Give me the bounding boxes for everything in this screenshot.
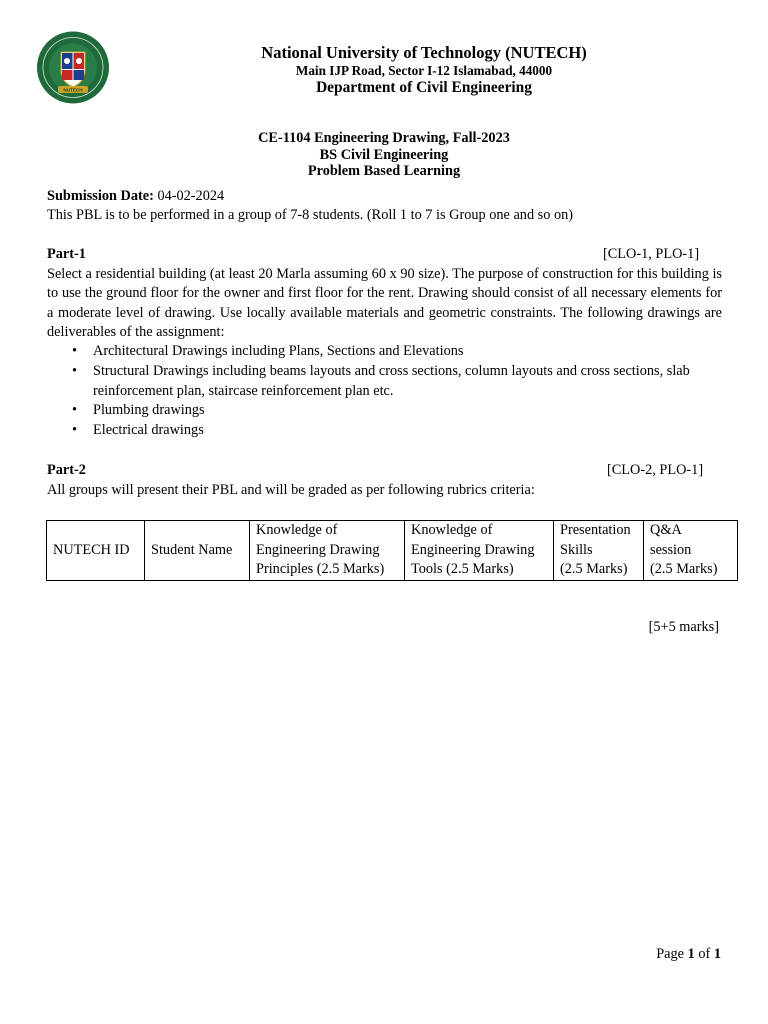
cell-line: Knowledge of [256, 522, 338, 538]
submission-date-label: Submission Date: [47, 188, 154, 204]
cell-line: (2.5 Marks) [560, 561, 628, 578]
university-address: Main IJP Road, Sector I-12 Islamabad, 44000 [295, 63, 553, 78]
page-current: 1 [687, 946, 695, 962]
list-item [47, 401, 722, 421]
cell-line: Skills [560, 541, 593, 558]
page-number [656, 946, 721, 963]
header-qa-session [644, 521, 738, 581]
deliverables-list [47, 342, 722, 441]
part2-heading: Part-2 [47, 462, 86, 478]
list-item [47, 421, 722, 441]
header-presentation-skills [554, 521, 644, 581]
submission-date-value: 04-02-2024 [157, 188, 225, 204]
part1-body: Select a residential building (at least 20 Marla assuming 60 x 90 size). The purpose of construction for this building is to use the ground floor for the owner and first floor for the rent. Drawing should consist of all necessary elements for a moderate level of drawing. Use locally available materials and geometric constraints. The following drawings are deliverables of the assignment: [47, 266, 722, 341]
bullet-icon: • [72, 343, 78, 359]
total-marks: [5+5 marks] [648, 619, 719, 635]
table-row [47, 521, 738, 581]
course-mode: Problem Based Learning [307, 163, 461, 179]
header-nutech-id: NUTECH ID [47, 521, 145, 581]
cell-line: Presentation [560, 522, 631, 538]
cell-line: Knowledge of [411, 522, 493, 538]
cell-line: Engineering Drawing [256, 541, 380, 558]
part1-clo: [CLO-1, PLO-1] [603, 246, 700, 262]
part2-body: All groups will present their PBL and will be graded as per following rubrics criteria: [47, 482, 535, 498]
list-item [47, 362, 722, 402]
cell-line: Engineering Drawing [411, 541, 535, 558]
part1-heading: Part-1 [47, 246, 86, 262]
bullet-icon: • [72, 422, 78, 439]
group-note: This PBL is to be performed in a group of 7-8 students. (Roll 1 to 7 is Group one and so on) [47, 207, 574, 223]
course-program: BS Civil Engineering [319, 147, 449, 163]
list-item-text: Structural Drawings including beams layouts and cross sections, column layouts and cross sections, slab reinforcement plan, staircase reinforcement plan etc. [93, 362, 690, 399]
header-drawing-principles [250, 521, 405, 581]
page-word: Page [656, 946, 685, 962]
header-student-name: Student Name [145, 521, 250, 581]
bullet-icon: • [72, 402, 78, 419]
bullet-icon: • [72, 362, 78, 379]
cell-line: Principles (2.5 Marks) [256, 561, 385, 578]
list-item-text: Architectural Drawings including Plans, Sections and Elevations [93, 343, 464, 359]
cell-line: Q&A [650, 522, 682, 538]
university-title: National University of Technology (NUTECH) [261, 43, 587, 62]
logo-text: NUTECH [63, 87, 83, 93]
cell-line: Tools (2.5 Marks) [411, 561, 514, 578]
list-item-text: Plumbing drawings [93, 402, 205, 419]
cell-line: (2.5 Marks) [650, 561, 718, 578]
course-title: CE-1104 Engineering Drawing, Fall-2023 [258, 130, 510, 146]
list-item [47, 342, 722, 362]
of-word: of [698, 946, 711, 962]
cell-line: session [650, 541, 692, 558]
page-total: 1 [713, 946, 721, 962]
department-name: Department of Civil Engineering [316, 79, 532, 96]
submission-date [47, 188, 224, 205]
part2-clo: [CLO-2, PLO-1] [607, 462, 704, 478]
list-item-text: Electrical drawings [93, 422, 204, 439]
rubric-table [46, 520, 738, 581]
header-drawing-tools [405, 521, 554, 581]
